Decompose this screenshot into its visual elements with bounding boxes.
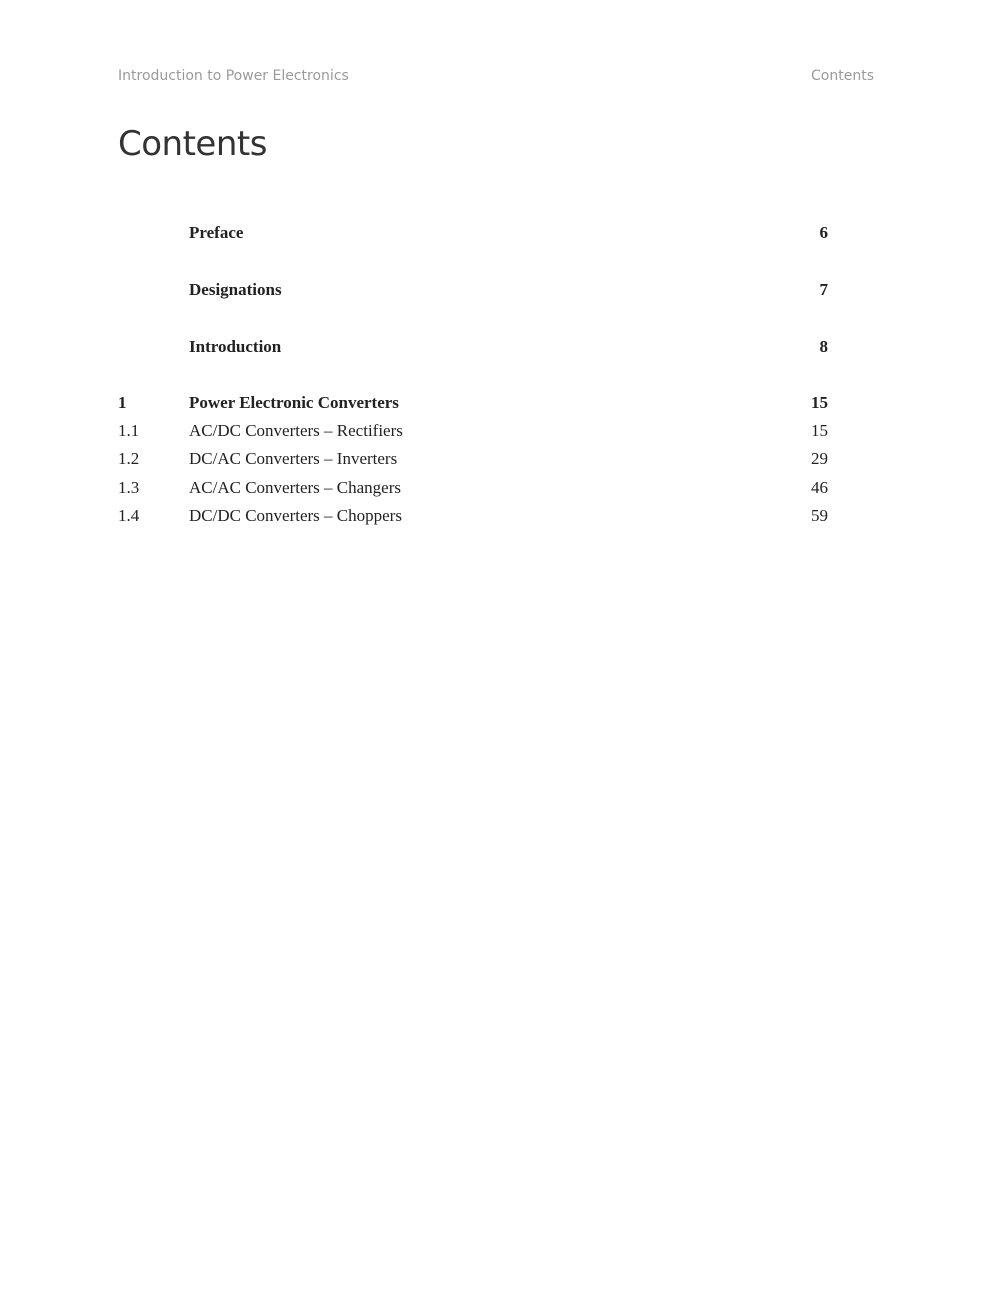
toc-entry-section-1-2[interactable] [118,449,828,473]
toc-entry-title: Introduction [189,337,282,356]
toc-entry-number: 1.3 [118,478,140,497]
toc-entry-designations[interactable] [118,280,828,304]
toc-entry-title: DC/DC Converters – Choppers [189,506,402,525]
toc-entry-page: 6 [819,223,828,242]
running-header [118,68,874,90]
toc-entry-section-1-1[interactable] [118,421,828,445]
toc-entry-number: 1.2 [118,449,140,468]
toc-entry-number: 1 [118,393,127,412]
toc-entry-page: 7 [819,280,828,299]
toc-entry-page: 15 [811,393,828,412]
toc-entry-page: 59 [811,506,828,525]
toc-entry-page: 8 [819,337,828,356]
header-section-title: Contents [811,68,874,84]
toc-entry-title: Designations [189,280,282,299]
toc-entry-preface[interactable] [118,223,828,247]
toc-entry-number: 1.1 [118,421,140,440]
toc-entry-page: 29 [811,449,828,468]
toc-entry-page: 15 [811,421,828,440]
toc-entry-title: AC/AC Converters – Changers [189,478,402,497]
toc-entry-page: 46 [811,478,828,497]
toc-entry-section-1-3[interactable] [118,478,828,502]
toc-entry-chapter-1[interactable] [118,393,828,417]
header-book-title: Introduction to Power Electronics [118,68,349,84]
toc-entry-introduction[interactable] [118,337,828,361]
page-title: Contents [118,124,267,164]
toc-entry-title: Preface [189,223,244,242]
toc-entry-section-1-4[interactable] [118,506,828,530]
toc-entry-number: 1.4 [118,506,140,525]
toc-entry-title: Power Electronic Converters [189,393,399,412]
toc-entry-title: AC/DC Converters – Rectifiers [189,421,403,440]
toc-entry-title: DC/AC Converters – Inverters [189,449,398,468]
